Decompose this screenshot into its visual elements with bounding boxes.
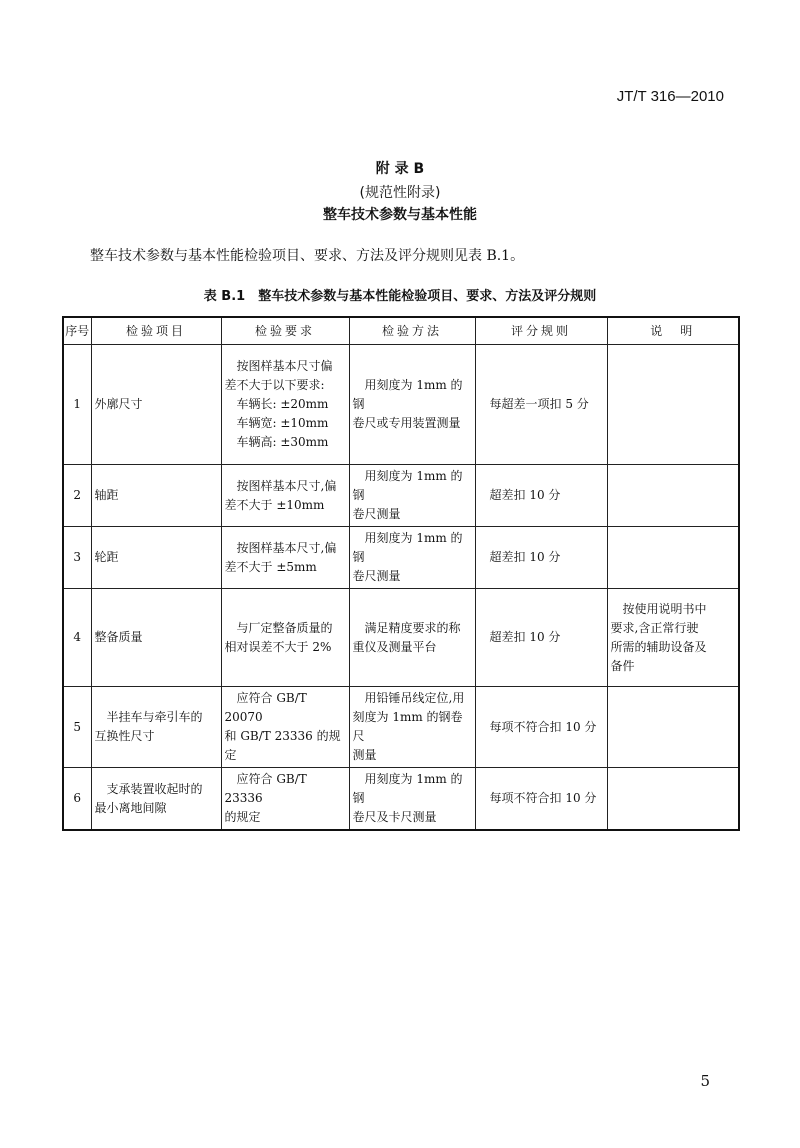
scoring-rule: 每项不符合扣 10 分 bbox=[475, 768, 607, 831]
table-row bbox=[63, 465, 739, 527]
requirement: 按图样基本尺寸,偏 差不大于 ±5mm bbox=[221, 527, 349, 589]
notes bbox=[607, 527, 739, 589]
inspection-item: 半挂车与牵引车的 互换性尺寸 bbox=[91, 687, 221, 768]
method: 满足精度要求的称 重仪及测量平台 bbox=[349, 589, 475, 687]
inspection-item: 轮距 bbox=[91, 527, 221, 589]
requirement: 应符合 GB/T 23336 的规定 bbox=[221, 768, 349, 831]
table-row bbox=[63, 345, 739, 465]
method: 用刻度为 1mm 的钢 卷尺或专用装置测量 bbox=[349, 345, 475, 465]
method: 用铅锤吊线定位,用 刻度为 1mm 的钢卷尺 测量 bbox=[349, 687, 475, 768]
header-requirement: 检验要求 bbox=[221, 317, 349, 345]
page-number: 5 bbox=[700, 1072, 710, 1090]
header-item: 检验项目 bbox=[91, 317, 221, 345]
requirement: 按图样基本尺寸,偏 差不大于 ±10mm bbox=[221, 465, 349, 527]
appendix-subtitle: 整车技术参数与基本性能 bbox=[323, 207, 477, 223]
inspection-table bbox=[62, 316, 740, 831]
row-number: 2 bbox=[63, 465, 91, 527]
inspection-item: 支承装置收起时的 最小离地间隙 bbox=[91, 768, 221, 831]
requirement: 与厂定整备质量的 相对误差不大于 2% bbox=[221, 589, 349, 687]
table-header-row bbox=[63, 317, 739, 345]
notes: 按使用说明书中 要求,含正常行驶 所需的辅助设备及 备件 bbox=[607, 589, 739, 687]
header-notes: 说 明 bbox=[607, 317, 739, 345]
method: 用刻度为 1mm 的钢 卷尺测量 bbox=[349, 527, 475, 589]
appendix-title: 附 录 B bbox=[375, 161, 425, 177]
inspection-item: 整备质量 bbox=[91, 589, 221, 687]
table-caption: 表 B.1 整车技术参数与基本性能检验项目、要求、方法及评分规则 bbox=[203, 289, 597, 304]
table-row bbox=[63, 687, 739, 768]
standard-number: JT/T 316—2010 bbox=[616, 88, 724, 105]
requirement: 应符合 GB/T 20070 和 GB/T 23336 的规定 bbox=[221, 687, 349, 768]
intro-text: 整车技术参数与基本性能检验项目、要求、方法及评分规则见表 B.1。 bbox=[90, 248, 525, 264]
notes bbox=[607, 345, 739, 465]
header-no: 序号 bbox=[63, 317, 91, 345]
appendix-type: (规范性附录) bbox=[359, 185, 441, 201]
scoring-rule: 超差扣 10 分 bbox=[475, 589, 607, 687]
scoring-rule: 每项不符合扣 10 分 bbox=[475, 687, 607, 768]
header-scoring: 评分规则 bbox=[475, 317, 607, 345]
row-number: 5 bbox=[63, 687, 91, 768]
requirement: 按图样基本尺寸偏 差不大于以下要求: 车辆长: ±20mm 车辆宽: ±10mm 车辆高: ±30mm bbox=[221, 345, 349, 465]
notes bbox=[607, 465, 739, 527]
notes bbox=[607, 768, 739, 831]
header-method: 检验方法 bbox=[349, 317, 475, 345]
row-number: 1 bbox=[63, 345, 91, 465]
method: 用刻度为 1mm 的钢 卷尺测量 bbox=[349, 465, 475, 527]
row-number: 6 bbox=[63, 768, 91, 831]
inspection-item: 外廓尺寸 bbox=[91, 345, 221, 465]
notes bbox=[607, 687, 739, 768]
inspection-item: 轴距 bbox=[91, 465, 221, 527]
table-row bbox=[63, 768, 739, 831]
scoring-rule: 超差扣 10 分 bbox=[475, 527, 607, 589]
row-number: 3 bbox=[63, 527, 91, 589]
method: 用刻度为 1mm 的钢 卷尺及卡尺测量 bbox=[349, 768, 475, 831]
scoring-rule: 每超差一项扣 5 分 bbox=[475, 345, 607, 465]
scoring-rule: 超差扣 10 分 bbox=[475, 465, 607, 527]
table-row bbox=[63, 589, 739, 687]
table-row bbox=[63, 527, 739, 589]
row-number: 4 bbox=[63, 589, 91, 687]
